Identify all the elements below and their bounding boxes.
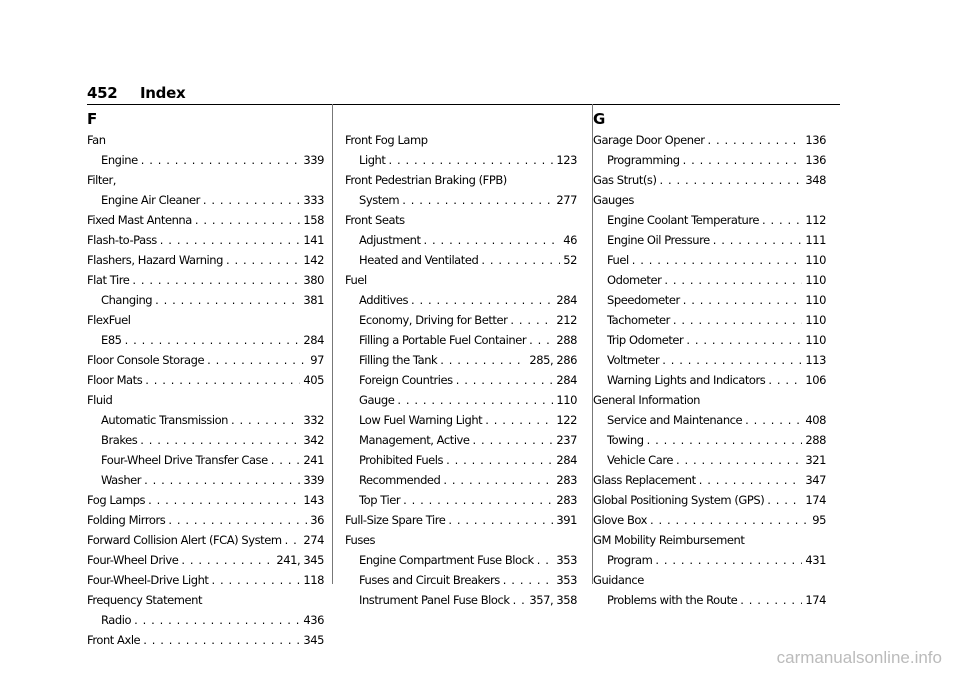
dot-leader — [388, 150, 553, 170]
section-letter: F — [87, 110, 97, 128]
entry-text: Voltmeter — [607, 353, 660, 367]
dot-leader — [683, 290, 803, 310]
page-reference: 136 — [805, 153, 826, 167]
index-subentry — [593, 330, 826, 350]
page-reference: 241, 345 — [276, 553, 324, 567]
dot-leader — [662, 350, 802, 370]
dot-leader — [424, 230, 561, 250]
section-letter: G — [593, 110, 605, 128]
dot-leader — [537, 550, 554, 570]
entry-text: Radio — [101, 613, 132, 627]
entry-text: Flashers, Hazard Warning — [87, 253, 223, 267]
page-reference: 113 — [805, 353, 826, 367]
index-heading — [345, 210, 577, 230]
index-heading — [345, 270, 577, 290]
entry-text: Glass Replacement — [593, 473, 696, 487]
entry-text: Front Fog Lamp — [345, 133, 428, 147]
page-reference: 357, 358 — [529, 593, 577, 607]
dot-leader — [762, 210, 802, 230]
index-column-3 — [593, 104, 826, 610]
dot-leader — [145, 370, 300, 390]
index-entry — [87, 230, 324, 250]
page-reference: 212 — [556, 313, 577, 327]
entry-text: Speedometer — [607, 293, 680, 307]
dot-leader — [456, 370, 554, 390]
entry-text: Forward Collision Alert (FCA) System — [87, 533, 282, 547]
index-subentry — [345, 190, 577, 210]
watermark: carmanualsonline.info — [776, 648, 942, 667]
index-subentry — [345, 470, 577, 490]
page-title: Index — [140, 84, 186, 102]
entry-text: Engine Oil Pressure — [607, 233, 710, 247]
entry-text: Warning Lights and Indicators — [607, 373, 766, 387]
page-reference: 288 — [805, 433, 826, 447]
index-heading — [593, 530, 826, 550]
dot-leader — [125, 330, 301, 350]
entry-text: Fuses — [345, 533, 376, 547]
page-reference: 436 — [303, 613, 324, 627]
entry-text: Fluid — [87, 393, 113, 407]
dot-leader — [503, 570, 554, 590]
entry-text: Economy, Driving for Better — [359, 313, 508, 327]
page-reference: 288 — [556, 333, 577, 347]
index-entry — [593, 170, 826, 190]
entry-text: Fan — [87, 133, 106, 147]
index-subentry — [593, 290, 826, 310]
page-reference: 111 — [805, 233, 826, 247]
dot-leader — [676, 450, 802, 470]
entry-text: Global Positioning System (GPS) — [593, 493, 765, 507]
index-heading — [87, 390, 324, 410]
index-subentry — [345, 150, 577, 170]
entry-text: Front Seats — [345, 213, 405, 227]
entry-text: Fuel — [607, 253, 629, 267]
entry-text: Fuses and Circuit Breakers — [359, 573, 500, 587]
dot-leader — [510, 310, 553, 330]
index-subentry — [87, 430, 324, 450]
dot-leader — [655, 550, 802, 570]
entry-text: Prohibited Fuels — [359, 453, 444, 467]
dot-leader — [271, 450, 301, 470]
dot-leader — [285, 530, 301, 550]
page-reference: 110 — [805, 313, 826, 327]
index-subentry — [87, 410, 324, 430]
index-subentry — [345, 390, 577, 410]
entry-text: Gauge — [359, 393, 395, 407]
page-reference: 277 — [556, 193, 577, 207]
index-subentry — [593, 350, 826, 370]
entry-text: Service and Maintenance — [607, 413, 743, 427]
page-reference: 283 — [556, 493, 577, 507]
dot-leader — [683, 150, 803, 170]
dot-leader — [664, 270, 802, 290]
dot-leader — [440, 350, 526, 370]
page-reference: 110 — [805, 333, 826, 347]
page-reference: 143 — [303, 493, 324, 507]
entry-text: General Information — [593, 393, 700, 407]
page-reference: 136 — [805, 133, 826, 147]
index-heading — [87, 590, 324, 610]
page-reference: 274 — [303, 533, 324, 547]
page-reference: 321 — [805, 453, 826, 467]
entry-text: Filling the Tank — [359, 353, 438, 367]
page-reference: 97 — [310, 353, 324, 367]
dot-leader — [168, 510, 307, 530]
dot-leader — [411, 290, 553, 310]
page-reference: 142 — [303, 253, 324, 267]
entry-text: Trip Odometer — [607, 333, 684, 347]
page-reference: 345 — [303, 633, 324, 647]
entry-text: Automatic Transmission — [101, 413, 229, 427]
page-reference: 237 — [556, 433, 577, 447]
entry-text: Fuel — [345, 273, 367, 287]
index-heading — [345, 130, 577, 150]
entry-text: Four-Wheel Drive Transfer Case — [101, 453, 268, 467]
entry-text: Management, Active — [359, 433, 470, 447]
page-reference: 36 — [310, 513, 324, 527]
dot-leader — [686, 330, 802, 350]
index-subentry — [345, 290, 577, 310]
index-subentry — [87, 450, 324, 470]
index-subentry — [345, 370, 577, 390]
index-heading — [87, 310, 324, 330]
index-subentry — [87, 470, 324, 490]
index-entry — [87, 570, 324, 590]
page-reference: 112 — [805, 213, 826, 227]
page-reference: 431 — [805, 553, 826, 567]
dot-leader — [160, 230, 301, 250]
entry-text: Front Axle — [87, 633, 141, 647]
entry-text: Flash-to-Pass — [87, 233, 157, 247]
page-reference: 95 — [812, 513, 826, 527]
entry-text: Garage Door Opener — [593, 133, 705, 147]
index-heading — [593, 190, 826, 210]
page-reference: 158 — [303, 213, 324, 227]
dot-leader — [143, 630, 300, 650]
page-reference: 284 — [556, 293, 577, 307]
page-reference: 353 — [556, 573, 577, 587]
index-subentry — [593, 430, 826, 450]
dot-leader — [443, 470, 553, 490]
dot-leader — [699, 470, 803, 490]
entry-text: Recommended — [359, 473, 441, 487]
page-reference: 106 — [805, 373, 826, 387]
entry-text: Towing — [607, 433, 644, 447]
page-reference: 333 — [303, 193, 324, 207]
index-entry — [87, 530, 324, 550]
index-subentry — [593, 410, 826, 430]
page-reference: 285, 286 — [529, 353, 577, 367]
entry-text: Full-Size Spare Tire — [345, 513, 446, 527]
index-subentry — [87, 290, 324, 310]
index-subentry — [345, 430, 577, 450]
entry-text: E85 — [101, 333, 122, 347]
index-subentry — [87, 330, 324, 350]
dot-leader — [226, 250, 300, 270]
dot-leader — [203, 190, 301, 210]
page-reference: 174 — [805, 593, 826, 607]
index-entry — [87, 370, 324, 390]
index-heading — [345, 170, 577, 190]
dot-leader — [647, 430, 803, 450]
dot-leader — [708, 130, 803, 150]
index-heading — [345, 530, 577, 550]
entry-text: Engine Coolant Temperature — [607, 213, 760, 227]
index-subentry — [593, 150, 826, 170]
entry-text: Frequency Statement — [87, 593, 203, 607]
page-header — [87, 84, 840, 105]
dot-leader — [211, 570, 300, 590]
entry-text: Filling a Portable Fuel Container — [359, 333, 527, 347]
index-heading — [87, 170, 324, 190]
dot-leader — [660, 170, 803, 190]
dot-leader — [403, 490, 553, 510]
index-heading — [593, 390, 826, 410]
page-reference: 284 — [303, 333, 324, 347]
page-reference: 348 — [805, 173, 826, 187]
index-subentry — [345, 350, 577, 370]
index-subentry — [593, 370, 826, 390]
index-entry — [87, 630, 324, 650]
dot-leader — [485, 410, 553, 430]
entry-text: Fixed Mast Antenna — [87, 213, 192, 227]
entry-text: Gas Strut(s) — [593, 173, 657, 187]
page-reference: 408 — [805, 413, 826, 427]
entry-text: Additives — [359, 293, 408, 307]
entry-text: GM Mobility Reimbursement — [593, 533, 745, 547]
entry-text: Floor Console Storage — [87, 353, 205, 367]
page-reference: 347 — [805, 473, 826, 487]
index-subentry — [345, 310, 577, 330]
page-reference: 174 — [805, 493, 826, 507]
entry-text: Filter, — [87, 173, 116, 187]
entry-text: Folding Mirrors — [87, 513, 166, 527]
page-reference: 110 — [805, 273, 826, 287]
entry-text: Top Tier — [359, 493, 401, 507]
page-reference: 353 — [556, 553, 577, 567]
page-reference: 141 — [303, 233, 324, 247]
entry-text: Foreign Countries — [359, 373, 453, 387]
entry-text: Washer — [101, 473, 142, 487]
dot-leader — [134, 610, 300, 630]
page-reference: 110 — [556, 393, 577, 407]
dot-leader — [745, 410, 802, 430]
dot-leader — [148, 490, 300, 510]
dot-leader — [473, 430, 554, 450]
page-reference: 241 — [303, 453, 324, 467]
entry-text: Odometer — [607, 273, 662, 287]
entry-text: Vehicle Care — [607, 453, 674, 467]
index-subentry — [345, 410, 577, 430]
index-subentry — [345, 450, 577, 470]
index-subentry — [345, 490, 577, 510]
index-subentry — [593, 310, 826, 330]
entry-text: Guidance — [593, 573, 644, 587]
entry-text: Tachometer — [607, 313, 670, 327]
page-reference: 118 — [303, 573, 324, 587]
index-subentry — [345, 570, 577, 590]
entry-text: Instrument Panel Fuse Block — [359, 593, 510, 607]
index-heading — [87, 130, 324, 150]
page-reference: 284 — [556, 453, 577, 467]
entry-text: Glove Box — [593, 513, 648, 527]
entry-text: Brakes — [101, 433, 138, 447]
dot-leader — [713, 230, 803, 250]
entry-text: Programming — [607, 153, 680, 167]
index-subentry — [345, 230, 577, 250]
page-reference: 46 — [563, 233, 577, 247]
dot-leader — [650, 510, 809, 530]
dot-leader — [768, 370, 802, 390]
dot-leader — [481, 250, 560, 270]
index-entry — [87, 550, 324, 570]
entry-text: Light — [359, 153, 386, 167]
index-subentry — [593, 270, 826, 290]
index-entry — [593, 470, 826, 490]
index-subentry — [593, 210, 826, 230]
dot-leader — [155, 290, 300, 310]
index-subentry — [593, 230, 826, 250]
index-subentry — [345, 330, 577, 350]
index-heading — [593, 570, 826, 590]
dot-leader — [673, 310, 802, 330]
index-subentry — [345, 550, 577, 570]
dot-leader — [231, 410, 300, 430]
index-subentry — [593, 590, 826, 610]
entry-text: Flat Tire — [87, 273, 130, 287]
index-entry — [87, 210, 324, 230]
page-reference: 52 — [563, 253, 577, 267]
index-entry — [87, 510, 324, 530]
index-entry — [593, 510, 826, 530]
page-reference: 391 — [556, 513, 577, 527]
index-entry — [593, 490, 826, 510]
dot-leader — [740, 590, 802, 610]
column-divider — [332, 104, 333, 584]
page-reference: 110 — [805, 253, 826, 267]
entry-text: Fog Lamps — [87, 493, 146, 507]
page-reference: 284 — [556, 373, 577, 387]
entry-text: Gauges — [593, 193, 634, 207]
entry-text: Engine Compartment Fuse Block — [359, 553, 534, 567]
dot-leader — [402, 190, 553, 210]
index-subentry — [87, 610, 324, 630]
dot-leader — [529, 330, 553, 350]
dot-leader — [195, 210, 301, 230]
index-subentry — [345, 250, 577, 270]
entry-text: Heated and Ventilated — [359, 253, 479, 267]
index-entry — [87, 270, 324, 290]
entry-text: FlexFuel — [87, 313, 131, 327]
entry-text: Four-Wheel-Drive Light — [87, 573, 209, 587]
entry-text: Changing — [101, 293, 153, 307]
entry-text: Engine Air Cleaner — [101, 193, 200, 207]
index-subentry — [593, 450, 826, 470]
index-subentry — [345, 590, 577, 610]
page-reference: 339 — [303, 473, 324, 487]
page-reference: 332 — [303, 413, 324, 427]
entry-text: Floor Mats — [87, 373, 143, 387]
index-subentry — [87, 150, 324, 170]
entry-text: Problems with the Route — [607, 593, 738, 607]
entry-text: Engine — [101, 153, 138, 167]
page-reference: 339 — [303, 153, 324, 167]
index-entry — [87, 350, 324, 370]
dot-leader — [207, 350, 307, 370]
dot-leader — [513, 590, 527, 610]
page-number: 452 — [87, 84, 118, 102]
entry-text: Program — [607, 553, 653, 567]
page-reference: 122 — [556, 413, 577, 427]
index-column-1 — [87, 104, 324, 650]
dot-leader — [632, 250, 803, 270]
dot-leader — [144, 470, 300, 490]
entry-text: Adjustment — [359, 233, 421, 247]
dot-leader — [181, 550, 273, 570]
index-entry — [345, 510, 577, 530]
page-reference: 283 — [556, 473, 577, 487]
index-column-2 — [345, 104, 577, 610]
page-reference: 110 — [805, 293, 826, 307]
dot-leader — [140, 430, 300, 450]
section-letter — [345, 104, 577, 130]
dot-leader — [397, 390, 553, 410]
entry-text: Front Pedestrian Braking (FPB) — [345, 173, 507, 187]
entry-text: Low Fuel Warning Light — [359, 413, 483, 427]
index-entry — [593, 130, 826, 150]
index-entry — [87, 490, 324, 510]
index-entry — [87, 250, 324, 270]
entry-text: Four-Wheel Drive — [87, 553, 179, 567]
page-reference: 381 — [303, 293, 324, 307]
page-reference: 123 — [556, 153, 577, 167]
page-reference: 380 — [303, 273, 324, 287]
index-subentry — [593, 550, 826, 570]
page-reference: 342 — [303, 433, 324, 447]
index-subentry — [593, 250, 826, 270]
dot-leader — [767, 490, 802, 510]
index-subentry — [87, 190, 324, 210]
entry-text: System — [359, 193, 400, 207]
dot-leader — [448, 510, 553, 530]
page-reference: 405 — [303, 373, 324, 387]
dot-leader — [446, 450, 553, 470]
dot-leader — [141, 150, 301, 170]
dot-leader — [132, 270, 300, 290]
